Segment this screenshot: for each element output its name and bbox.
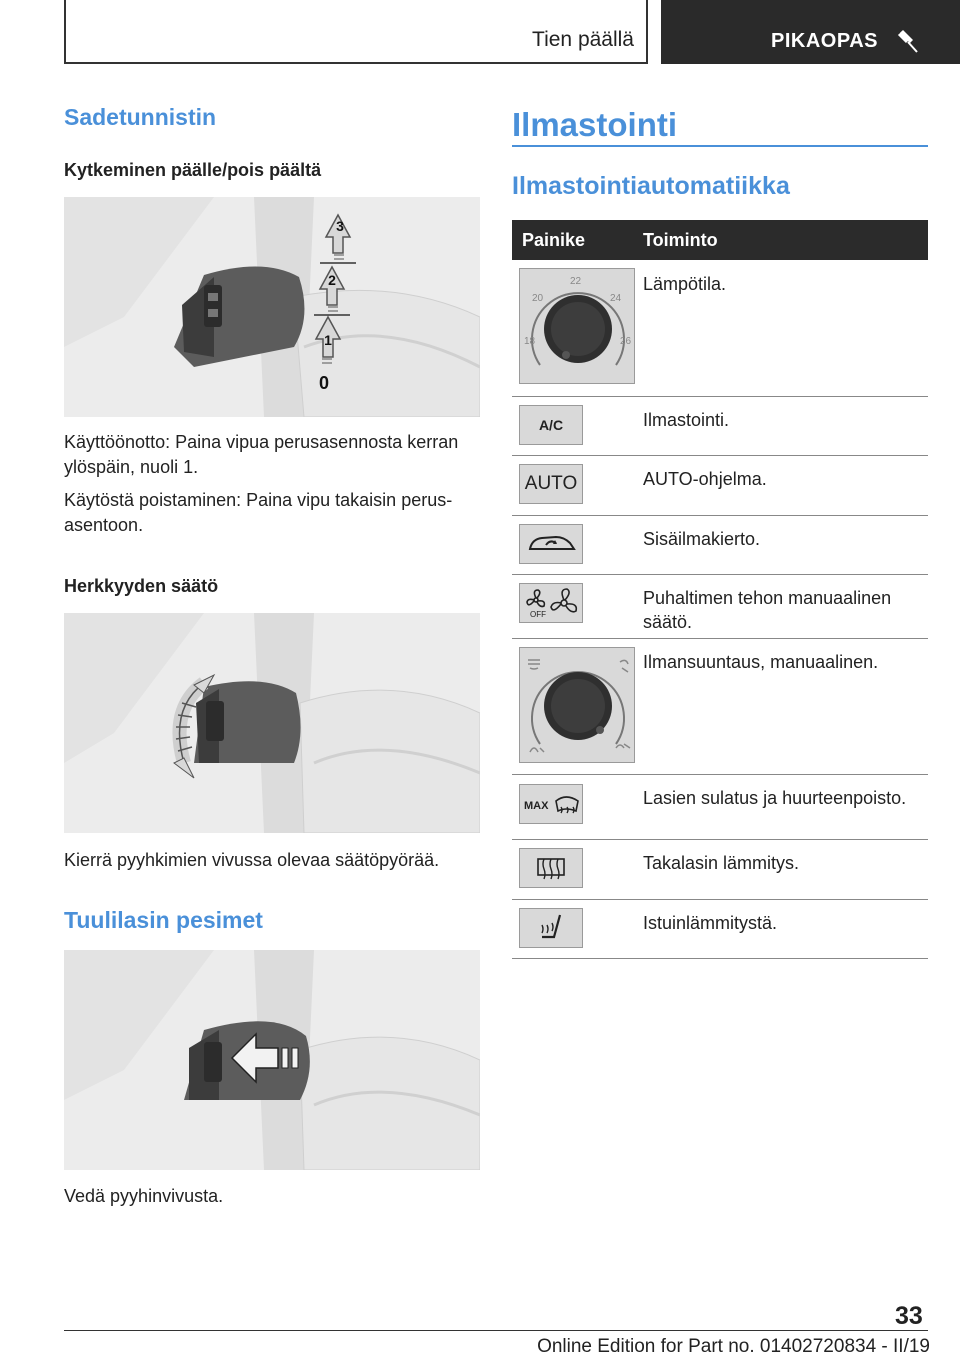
footer-divider	[64, 1330, 928, 1331]
temperature-dial-icon	[519, 268, 635, 384]
pin-icon	[893, 28, 921, 54]
paragraph-deactivation: Käytöstä poistaminen: Paina vipu takaisin perusasentoon.	[64, 490, 453, 535]
ac-button-icon: A/C	[519, 405, 583, 445]
function-fan-manual: Puhaltimen tehon manuaalinen säätö.	[643, 588, 892, 632]
lever-label-3: 3	[336, 218, 344, 234]
table-row	[512, 774, 928, 840]
function-defrost: Lasien sulatus ja huurteenpoisto.	[643, 788, 907, 808]
section-title-washers: Tuulilasin pesimet	[64, 907, 263, 933]
header-guide-label: PIKAOPAS	[771, 30, 878, 52]
paragraph-activation: Käyttöönotto: Paina vipua perusasennosta kerran ylöspäin, nuoli 1.	[64, 432, 459, 477]
fan-off-label: OFF	[530, 610, 546, 619]
function-recirculation: Sisäilmakierto.	[643, 529, 761, 549]
footer-edition: Online Edition for Part no. 01402720834 - II/19	[537, 1336, 930, 1357]
recirculation-icon	[519, 524, 583, 564]
rear-window-heating-icon	[519, 848, 583, 888]
table-row	[512, 396, 928, 456]
table-row	[512, 638, 928, 775]
table-header	[512, 220, 928, 260]
dial-label-26: 26	[620, 336, 632, 347]
illustration-washer-pull	[64, 950, 480, 1170]
subtitle-switch-on-off: Kytkeminen päälle/pois päältä	[64, 160, 322, 180]
dial-label-22: 22	[570, 276, 582, 287]
function-seat-heating: Istuinlämmitystä.	[643, 913, 778, 933]
table-header-function: Toiminto	[643, 230, 718, 250]
function-auto: AUTO-ohjelma.	[643, 469, 767, 489]
max-defrost-icon	[519, 784, 583, 824]
fan-speed-icon	[519, 583, 583, 623]
header-section-box	[64, 0, 648, 64]
table-row	[512, 839, 928, 900]
dial-label-18: 18	[524, 336, 536, 347]
table-row	[512, 574, 928, 639]
table-row	[512, 899, 928, 959]
lever-label-2: 2	[328, 272, 336, 288]
table-row	[512, 455, 928, 516]
subtitle-sensitivity: Herkkyyden säätö	[64, 576, 219, 596]
auto-button-icon: AUTO	[519, 464, 583, 504]
paragraph-pull-lever: Vedä pyyhinvivusta.	[64, 1186, 224, 1206]
function-temperature: Lämpötila.	[643, 274, 727, 294]
dial-label-20: 20	[532, 293, 544, 304]
page-number: 33	[895, 1302, 923, 1330]
function-air-distribution: Ilmansuuntaus, manuaalinen.	[643, 652, 879, 672]
lever-label-1: 1	[324, 332, 332, 348]
header-section-title: Tien päällä	[532, 28, 634, 51]
table-row	[512, 260, 928, 397]
seat-heating-icon	[519, 908, 583, 948]
table-header-button: Painike	[522, 230, 586, 250]
subtitle-automatic-climate: Ilmastointiautomatiikka	[512, 172, 790, 200]
illustration-wiper-lever-positions	[64, 197, 480, 417]
illustration-sensitivity-wheel	[64, 613, 480, 833]
air-distribution-dial-icon	[519, 647, 635, 763]
dial-label-24: 24	[610, 293, 622, 304]
section-title-climate: Ilmastointi	[512, 106, 678, 143]
header-guide-tab[interactable]	[661, 0, 960, 64]
section-title-rain-sensor: Sadetunnistin	[64, 104, 217, 130]
function-ac: Ilmastointi.	[643, 410, 730, 430]
title-divider	[512, 145, 928, 147]
max-label: MAX	[524, 800, 549, 812]
function-rear-heating: Takalasin lämmitys.	[643, 853, 800, 873]
table-row	[512, 515, 928, 575]
paragraph-rotate-wheel: Kierrä pyyhkimien vivussa olevaa säätöpyörää.	[64, 850, 440, 870]
lever-label-0: 0	[318, 373, 330, 393]
